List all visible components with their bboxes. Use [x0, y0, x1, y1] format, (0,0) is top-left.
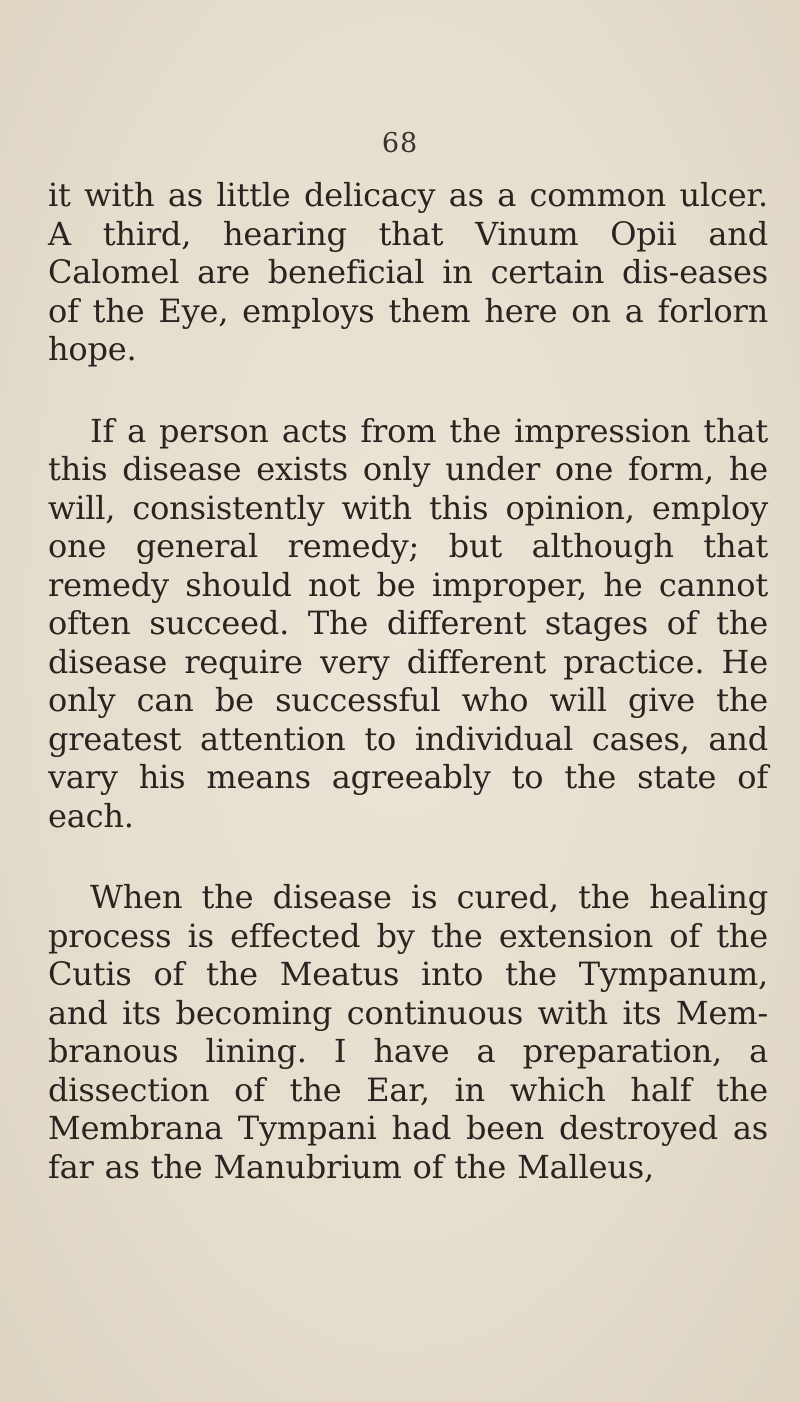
- paragraph-healing: When the disease is cured, the healing process is effected by the extension of the Cutis of the Meatus into the Tympanum, and its becoming continuous with its Mem-branous lining. I have a preparation, a dissection of the Ear, in which half the Membrana Tympani had been destroyed as far as the Manubrium of the Malleus,: [48, 878, 768, 1186]
- page-number: 68: [381, 128, 419, 159]
- paragraph-continuation: it with as little delicacy as a common ulcer. A third, hearing that Vinum Opii and Calomel are beneficial in certain dis-eases of the Eye, employs them here on a forlorn hope.: [48, 176, 768, 368]
- body-text: [48, 176, 768, 1186]
- paragraph-remedy: If a person acts from the impression that this disease exists only under one form, he will, consistently with this opinion, employ one general remedy; but although that remedy should not be improper, he cannot often succeed. The different stages of the disease require very different practice. He only can be successful who will give the greatest attention to individual cases, and vary his means agreeably to the state of each.: [48, 411, 768, 835]
